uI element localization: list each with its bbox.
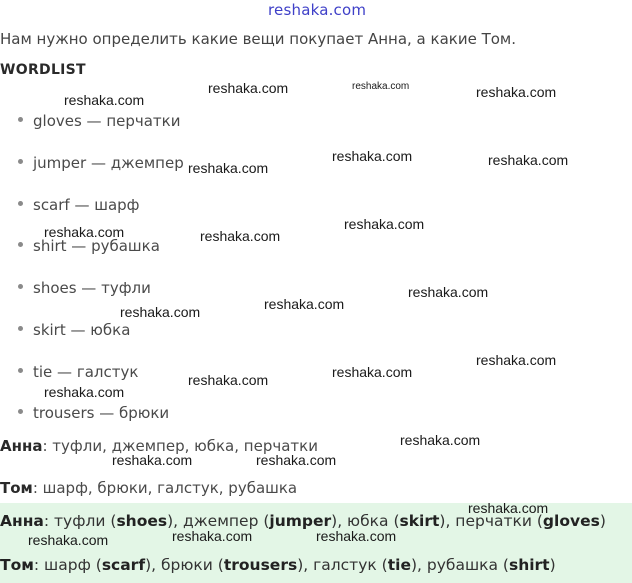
watermark: reshaka.com bbox=[468, 500, 549, 516]
intro-text: Нам нужно определить какие вещи покупает Анна, а какие Том. bbox=[0, 30, 516, 48]
watermark: reshaka.com bbox=[44, 224, 125, 240]
list-item: shoes — туфли bbox=[18, 279, 151, 297]
watermark: reshaka.com bbox=[200, 228, 281, 244]
watermark: reshaka.com bbox=[488, 152, 569, 168]
list-item: shirt — рубашка bbox=[18, 237, 160, 255]
list-item: gloves — перчатки bbox=[18, 112, 180, 130]
watermark: reshaka.com bbox=[400, 432, 481, 448]
list-item: skirt — юбка bbox=[18, 321, 130, 339]
site-header: reshaka.com bbox=[268, 1, 367, 19]
watermark: reshaka.com bbox=[352, 81, 410, 92]
watermark: reshaka.com bbox=[64, 92, 145, 108]
bullet-icon bbox=[18, 117, 23, 122]
wordlist-heading: WORDLIST bbox=[0, 62, 86, 78]
bullet-icon bbox=[18, 159, 23, 164]
list-item: trousers — брюки bbox=[18, 404, 169, 422]
watermark: reshaka.com bbox=[332, 364, 413, 380]
watermark: reshaka.com bbox=[408, 284, 489, 300]
watermark: reshaka.com bbox=[188, 372, 269, 388]
anna-answer: Анна: туфли, джемпер, юбка, перчатки bbox=[0, 437, 318, 455]
watermark: reshaka.com bbox=[28, 532, 109, 548]
watermark: reshaka.com bbox=[332, 148, 413, 164]
bullet-icon bbox=[18, 368, 23, 373]
bullet-icon bbox=[18, 201, 23, 206]
watermark: reshaka.com bbox=[256, 452, 337, 468]
tom-final-answer: Том: шарф (scarf), брюки (trousers), галстук (tie), рубашка (shirt) bbox=[0, 556, 556, 574]
bullet-icon bbox=[18, 409, 23, 414]
tom-answer: Том: шарф, брюки, галстук, рубашка bbox=[0, 479, 298, 497]
list-item: jumper — джемпер bbox=[18, 154, 184, 172]
watermark: reshaka.com bbox=[188, 160, 269, 176]
anna-final-answer: Анна: туфли (shoes), джемпер (jumper), юбка (skirt), перчатки (gloves) bbox=[0, 512, 606, 530]
watermark: reshaka.com bbox=[120, 304, 201, 320]
watermark: reshaka.com bbox=[476, 84, 557, 100]
watermark: reshaka.com bbox=[44, 384, 125, 400]
bullet-icon bbox=[18, 326, 23, 331]
bullet-icon bbox=[18, 242, 23, 247]
watermark: reshaka.com bbox=[344, 216, 425, 232]
watermark: reshaka.com bbox=[264, 296, 345, 312]
watermark: reshaka.com bbox=[476, 352, 557, 368]
bullet-icon bbox=[18, 284, 23, 289]
list-item: tie — галстук bbox=[18, 363, 138, 381]
list-item: scarf — шарф bbox=[18, 196, 140, 214]
watermark: reshaka.com bbox=[208, 80, 289, 96]
watermark: reshaka.com bbox=[112, 452, 193, 468]
watermark: reshaka.com bbox=[172, 528, 253, 544]
watermark: reshaka.com bbox=[316, 528, 397, 544]
